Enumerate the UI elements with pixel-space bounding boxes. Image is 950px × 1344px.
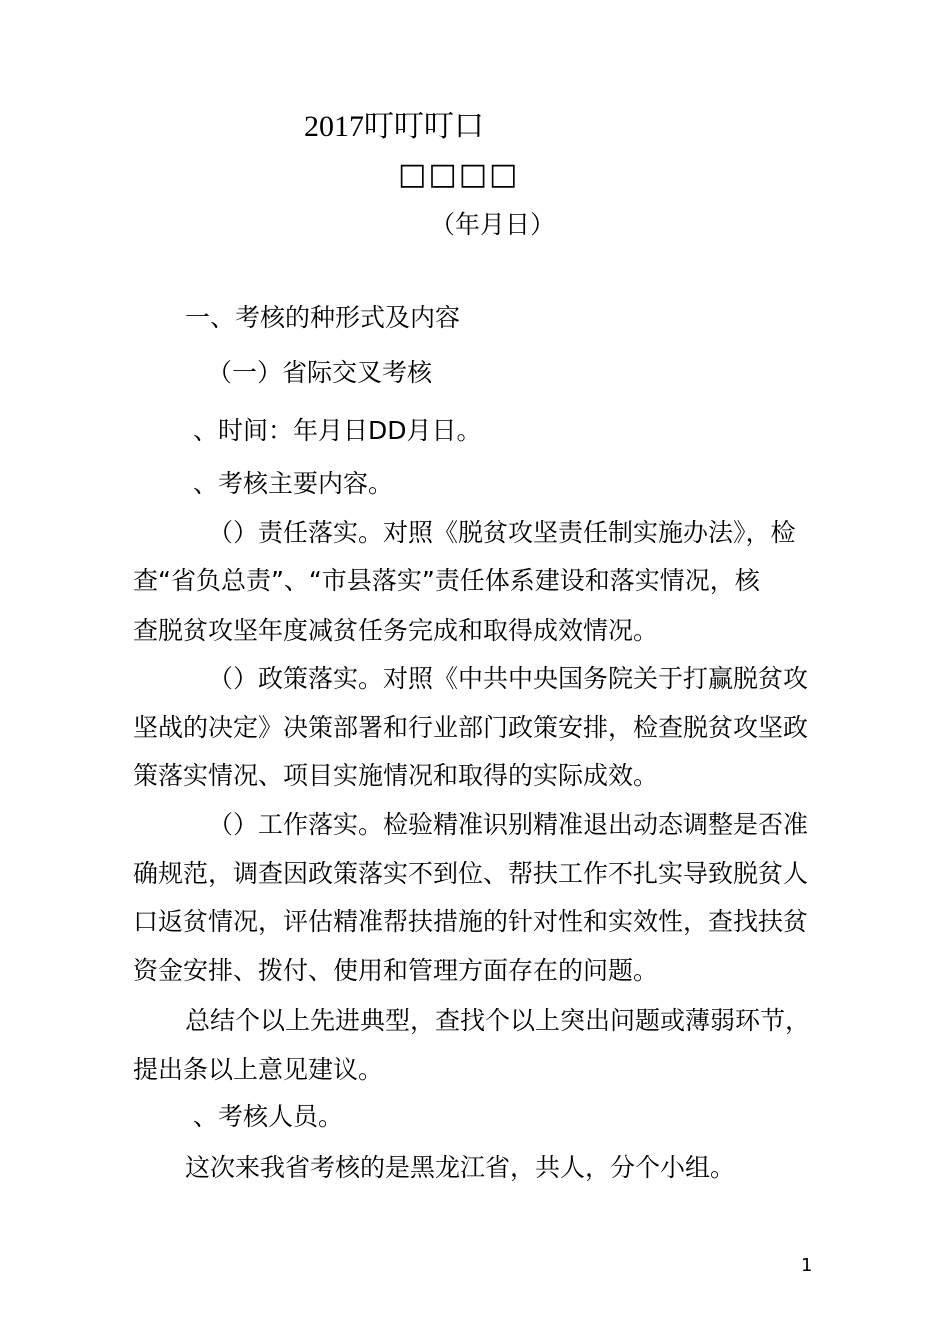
- page-number: 1: [801, 1255, 813, 1276]
- paragraph-line: 策落实情况、项目实施情况和取得的实际成效。: [133, 761, 659, 790]
- section-heading: 一、考核的种形式及内容: [185, 303, 461, 332]
- paragraph-line: 口返贫情况，评估精准帮扶措施的针对性和实效性，查找扶贫: [133, 907, 809, 936]
- paragraph-line: 提出条以上意见建议。: [133, 1055, 384, 1084]
- paragraph-line: 确规范，调查因政策落实不到位、帮扶工作不扎实导致脱贫人: [133, 859, 809, 888]
- document-title: 2017叮叮叮口: [304, 110, 484, 143]
- paragraph-line: 坚战的决定》决策部署和行业部门政策安排，检查脱贫攻坚政: [133, 713, 809, 742]
- paragraph-line: （）责任落实。对照《脱贫攻坚责任制实施办法》，检: [208, 518, 796, 547]
- paragraph-line: 、考核人员。: [193, 1102, 344, 1131]
- document-date: （年月日）: [430, 210, 556, 239]
- paragraph-line: （）政策落实。对照《中共中央国务院关于打赢脱贫攻: [208, 664, 809, 693]
- paragraph-line: 查脱贫攻坚年度减贫任务完成和取得成效情况。: [133, 616, 659, 645]
- paragraph-line: 查“省负总责”、“市县落实”责任体系建设和落实情况，核: [133, 566, 760, 595]
- paragraph-line: 、考核主要内容。: [193, 469, 394, 498]
- paragraph-line: 、时间：年月日DD月日。: [193, 416, 482, 445]
- document-subtitle: □□□□: [398, 157, 520, 192]
- paragraph-line: 总结个以上先进典型，查找个以上突出问题或薄弱环节，: [185, 1006, 811, 1035]
- paragraph-line: 资金安排、拨付、使用和管理方面存在的问题。: [133, 956, 659, 985]
- paragraph-line: （）工作落实。检验精准识别精准退出动态调整是否准: [208, 810, 809, 839]
- subsection-heading: （一）省际交叉考核: [207, 358, 433, 387]
- paragraph-line: 这次来我省考核的是黑龙江省，共人，分个小组。: [185, 1153, 736, 1182]
